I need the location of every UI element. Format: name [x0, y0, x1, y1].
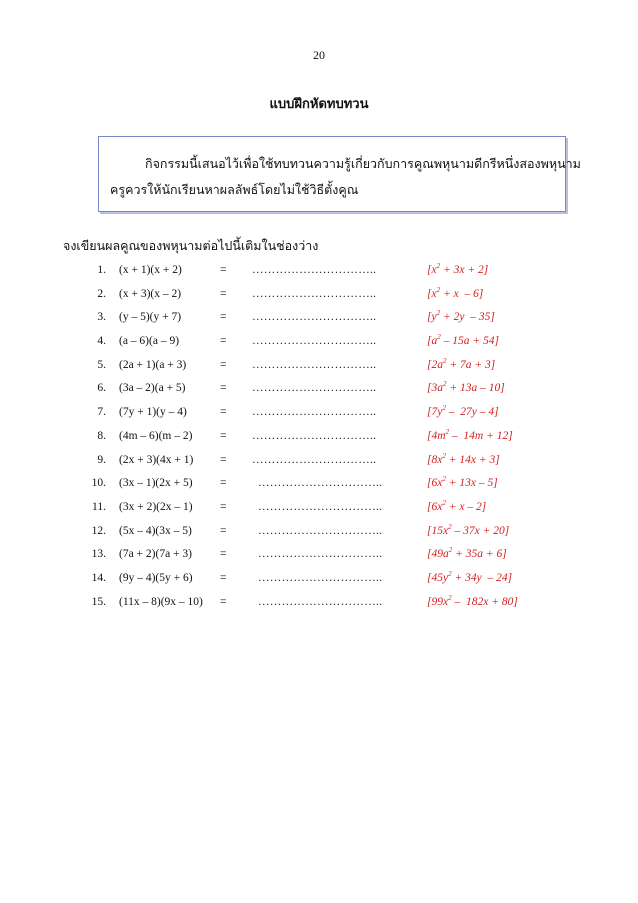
exercise-number: 3.: [97, 311, 106, 324]
exercise-number: 6.: [97, 382, 106, 395]
answer-lead: [x: [427, 264, 437, 276]
answer-key: [427, 427, 513, 442]
answer-exponent: 2: [442, 475, 446, 484]
answer-blank: …………………………..: [252, 453, 377, 466]
answer-exponent: 2: [448, 593, 452, 602]
answer-lead: [6x: [427, 477, 443, 490]
intro-line-1: กิจกรรมนี้เสนอไว้เพื่อใช้ทบทวนความรู้เกี่ยวกับการคูณพหุนามดีกรีหนึ่งสองพหุนาม: [145, 157, 581, 171]
exercise-row: [0, 451, 638, 478]
answer-exponent: 2: [448, 522, 452, 531]
equals-sign: =: [220, 358, 227, 371]
intro-line-2: ครูควรให้นักเรียนหาผลลัพธ์โดยไม่ใช้วิธีตั้งคูณ: [110, 183, 359, 197]
exercise-number: 11.: [92, 500, 106, 513]
answer-blank: …………………………..: [258, 595, 383, 608]
exercise-number: 13.: [91, 548, 106, 561]
answer-blank: …………………………..: [252, 335, 377, 348]
equals-sign: =: [220, 595, 227, 608]
exercise-expression: (x + 1)(x + 2): [119, 264, 182, 276]
answer-exponent: 2: [442, 404, 446, 413]
exercise-expression: (3x + 2)(2x – 1): [119, 500, 193, 513]
answer-lead: [6x: [427, 500, 443, 513]
answer-key: [427, 285, 484, 300]
answer-lead: [8x: [427, 453, 443, 466]
intro-box: [98, 136, 581, 212]
exercise-expression: (5x – 4)(3x – 5): [119, 524, 192, 537]
answer-lead: [15x: [427, 524, 449, 537]
answer-lead: [99x: [427, 595, 449, 608]
answer-rest: + 3x + 2]: [440, 264, 489, 276]
answer-lead: [4m: [427, 429, 446, 442]
answer-rest: – 15a + 54]: [440, 335, 499, 348]
exercise-row: [0, 548, 638, 572]
exercise-expression: (11x – 8)(9x – 10): [119, 595, 203, 608]
answer-blank: …………………………..: [252, 264, 377, 276]
page-number: 20: [313, 48, 325, 62]
answer-exponent: 2: [448, 569, 452, 578]
answer-key: [427, 406, 499, 418]
equals-sign: =: [220, 548, 227, 561]
answer-exponent: 2: [442, 380, 447, 389]
answer-exponent: 2: [442, 498, 446, 507]
answer-exponent: 2: [448, 546, 453, 555]
exercise-number: 4.: [97, 335, 106, 348]
answer-rest: + 13x – 5]: [445, 477, 498, 490]
exercise-number: 15.: [91, 595, 106, 608]
exercise-expression: (x + 3)(x – 2): [119, 287, 182, 300]
exercise-row: [0, 569, 638, 596]
exercise-expression: (3a – 2)(a + 5): [119, 382, 186, 395]
answer-exponent: 2: [442, 451, 446, 460]
exercise-expression: (3x – 1)(2x + 5): [119, 477, 193, 490]
exercise-number: 8.: [97, 429, 106, 442]
answer-lead: [49a: [427, 548, 449, 561]
exercise-row: [0, 356, 638, 383]
exercise-row: [0, 406, 638, 430]
answer-key: [427, 548, 507, 560]
exercise-row: [0, 264, 638, 288]
exercise-row: [0, 427, 638, 454]
exercise-number: 1.: [97, 264, 106, 276]
exercise-expression: (a – 6)(a – 9): [119, 335, 180, 348]
answer-lead: [y: [427, 311, 437, 324]
answer-blank: …………………………..: [252, 406, 377, 419]
answer-exponent: 2: [445, 427, 450, 436]
answer-exponent: 2: [437, 333, 441, 342]
exercise-number: 2.: [97, 287, 106, 300]
answer-lead: [a: [427, 335, 438, 348]
instruction: จงเขียนผลคูณของพหุนามต่อไปนี้เติมในช่องว่าง: [63, 239, 319, 253]
answer-rest: + 35a + 6]: [452, 548, 507, 561]
answer-lead: [7y: [427, 406, 443, 419]
answer-rest: – 182x + 80]: [451, 595, 518, 608]
answer-key: [427, 593, 518, 608]
exercise-number: 10.: [91, 477, 106, 490]
equals-sign: =: [220, 311, 227, 324]
exercise-number: 14.: [91, 571, 106, 584]
answer-blank: …………………………..: [252, 311, 377, 324]
exercise-number: 12.: [91, 524, 106, 537]
equals-sign: =: [220, 429, 227, 442]
exercise-number: 7.: [97, 406, 106, 419]
answer-blank: …………………………..: [258, 477, 383, 490]
equals-sign: =: [220, 500, 227, 513]
equals-sign: =: [220, 453, 227, 466]
exercise-row: [0, 593, 638, 620]
answer-blank: …………………………..: [258, 524, 383, 537]
answer-lead: [3a: [427, 382, 443, 395]
equals-sign: =: [220, 477, 227, 490]
exercise-row: [0, 498, 638, 525]
exercise-expression: (y – 5)(y + 7): [119, 311, 182, 324]
answer-exponent: 2: [436, 285, 441, 294]
answer-exponent: 2: [436, 262, 441, 270]
exercise-row: [0, 285, 638, 312]
equals-sign: =: [220, 382, 227, 395]
answer-rest: + 14x + 3]: [445, 453, 500, 466]
answer-rest: – 27y – 4]: [445, 406, 499, 419]
answer-exponent: 2: [442, 356, 447, 365]
exercise-row: [0, 477, 638, 501]
answer-key: [427, 569, 513, 584]
answer-key: [427, 264, 488, 276]
exercise-expression: (7a + 2)(7a + 3): [119, 548, 192, 561]
answer-key: [427, 451, 500, 466]
answer-key: [427, 311, 495, 323]
answer-rest: + x – 6]: [440, 287, 484, 300]
answer-lead: [2a: [427, 358, 443, 371]
answer-rest: – 14m + 12]: [449, 429, 513, 442]
equals-sign: =: [220, 335, 227, 348]
exercise-row: [0, 335, 638, 359]
answer-rest: – 37x + 20]: [451, 524, 510, 537]
exercise-expression: (2a + 1)(a + 3): [119, 358, 187, 371]
exercise-expression: (9y – 4)(5y + 6): [119, 571, 193, 584]
answer-key: [427, 335, 499, 347]
answer-key: [427, 498, 487, 513]
answer-exponent: 2: [436, 309, 441, 318]
exercise-number: 5.: [97, 358, 106, 371]
exercise-expression: (4m – 6)(m – 2): [119, 429, 193, 442]
exercise-number: 9.: [97, 453, 106, 466]
exercise-row: [0, 522, 638, 549]
answer-lead: [x: [427, 287, 437, 300]
answer-blank: …………………………..: [252, 287, 377, 300]
answer-key: [427, 356, 496, 371]
equals-sign: =: [220, 571, 227, 584]
answer-rest: + 7a + 3]: [446, 358, 496, 371]
answer-blank: …………………………..: [258, 500, 383, 513]
answer-blank: …………………………..: [252, 382, 377, 395]
answer-blank: …………………………..: [258, 571, 383, 584]
answer-blank: …………………………..: [258, 548, 383, 561]
equals-sign: =: [220, 264, 227, 276]
exercise-list: [0, 264, 638, 619]
answer-blank: …………………………..: [252, 358, 377, 371]
answer-rest: + 13a – 10]: [446, 382, 505, 395]
answer-key: [427, 382, 505, 394]
answer-lead: [45y: [427, 571, 449, 584]
exercise-expression: (2x + 3)(4x + 1): [119, 453, 194, 466]
equals-sign: =: [220, 406, 227, 419]
answer-blank: …………………………..: [252, 429, 377, 442]
answer-rest: + x – 2]: [445, 500, 487, 513]
answer-key: [427, 522, 510, 537]
answer-rest: + 2y – 35]: [440, 311, 495, 324]
page-title: แบบฝึกหัดทบทวน: [269, 96, 369, 111]
exercise-row: [0, 311, 638, 335]
answer-rest: + 34y – 24]: [451, 571, 513, 584]
exercise-expression: (7y + 1)(y – 4): [119, 406, 187, 419]
answer-key: [427, 477, 498, 489]
equals-sign: =: [220, 524, 227, 537]
exercise-row: [0, 382, 638, 406]
equals-sign: =: [220, 287, 227, 300]
